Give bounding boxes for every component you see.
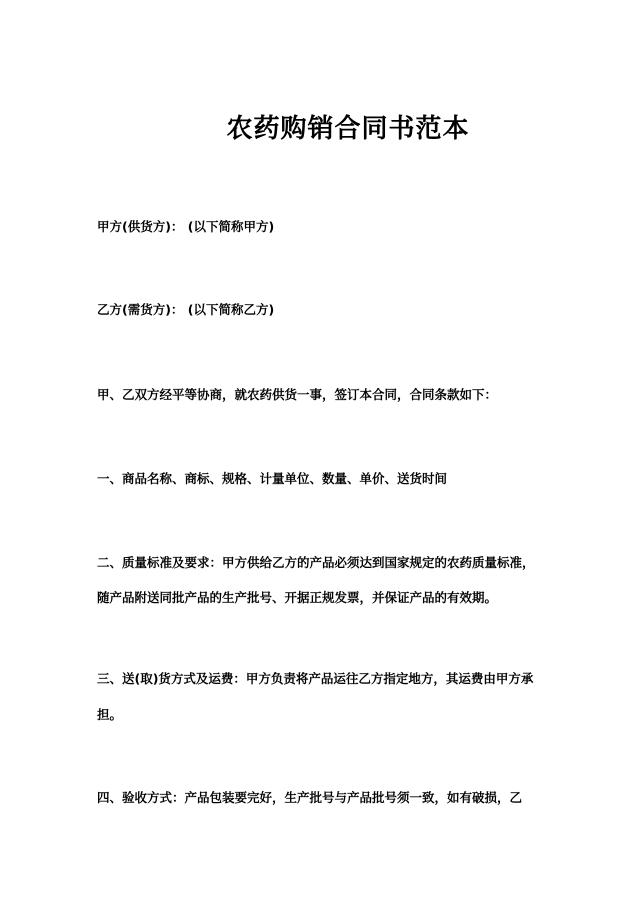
clause-2-line-1: 二、质量标准及要求：甲方供给乙方的产品必须达到国家规定的农药质量标准， <box>97 555 535 570</box>
party-b-line: 乙方(需货方)： (以下简称乙方) <box>97 302 275 317</box>
clause-2-line-2: 随产品附送同批产品的生产批号、开据正规发票，并保证产品的有效期。 <box>97 590 498 605</box>
intro-paragraph: 甲、乙双方经平等协商，就农药供货一事，签订本合同，合同条款如下： <box>97 387 498 402</box>
clause-1: 一、商品名称、商标、规格、计量单位、数量、单价、送货时间 <box>97 471 448 486</box>
clause-3-line-2: 担。 <box>97 707 123 722</box>
clause-3-line-1: 三、送(取)货方式及运费：甲方负责将产品运往乙方指定地方，其运费由甲方承 <box>97 671 534 686</box>
clause-4-line-1: 四、验收方式：产品包装要完好，生产批号与产品批号须一致，如有破损，乙 <box>97 790 523 805</box>
document-title: 农药购销合同书范本 <box>226 114 470 144</box>
party-a-line: 甲方(供货方)： (以下简称甲方) <box>97 219 275 234</box>
